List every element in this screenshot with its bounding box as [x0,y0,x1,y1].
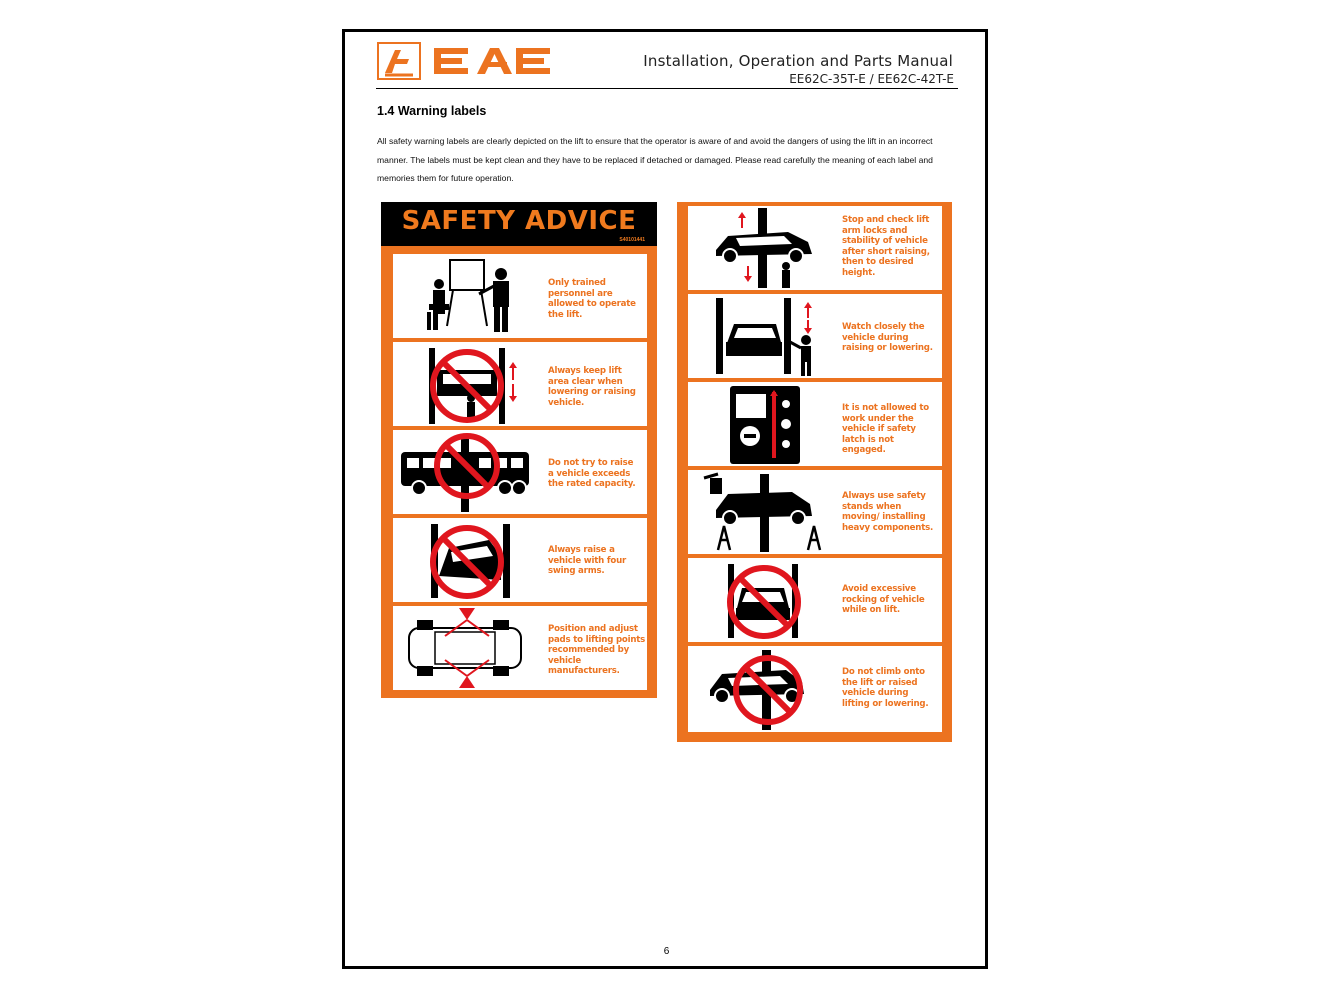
right-item-6-text: Do not climb onto the lift or raised vehicle during lifting or lowering. [842,667,929,709]
prohibited-rocking-icon [688,558,838,642]
safety-advice-banner [381,202,657,246]
left-item-5 [393,606,647,690]
manual-title: Installation, Operation and Parts Manual [643,52,953,70]
right-item-5 [688,558,942,642]
left-item-1 [393,254,647,338]
right-item-6 [688,646,942,732]
left-item-2 [393,342,647,426]
right-item-3-text: It is not allowed to work under the vehicle if safety latch is not engaged. [842,403,929,456]
prohibited-overload-bus-icon [393,430,543,514]
prohibited-person-under-lift-icon [393,342,543,426]
section-title: 1.4 Warning labels [377,104,487,118]
safety-stands-icon [688,470,838,554]
right-item-5-text: Avoid excessive rocking of vehicle while on lift. [842,584,925,616]
left-item-5-text: Position and adjust pads to lifting points recommended by vehicle manufacturers. [548,624,646,677]
eae-logo [377,42,552,80]
watch-vehicle-icon [688,294,838,378]
section-paragraph: All safety warning labels are clearly depicted on the lift to ensure that the operator is aware of and avoid the dangers of using the lift in an incorrect manner. The labels must be kept clean and they have to be replaced if detached or damaged. Please read carefully the meaning of each label and memories them for future operation. [377,136,933,184]
right-item-1-text: Stop and check lift arm locks and stability of vehicle after short raising, then to desired height. [842,215,930,278]
right-item-2 [688,294,942,378]
right-item-2-text: Watch closely the vehicle during raising or lowering. [842,322,933,354]
safety-latch-icon [688,382,838,466]
banner-code: S40101441 [619,237,645,243]
lift-pads-topview-icon [393,606,543,690]
left-item-3 [393,430,647,514]
header-divider [376,88,958,89]
banner-title: SAFETY ADVICE [401,206,637,236]
right-item-3 [688,382,942,466]
prohibited-tilted-car-icon [393,518,543,602]
left-item-2-text: Always keep lift area clear when lowering or raising vehicle. [548,366,636,408]
model-numbers: EE62C-35T-E / EE62C-42T-E [789,72,954,86]
left-item-3-text: Do not try to raise a vehicle exceeds the rated capacity. [548,458,636,490]
right-item-4-text: Always use safety stands when moving/ installing heavy components. [842,491,934,533]
left-item-1-text: Only trained personnel are allowed to operate the lift. [548,278,636,320]
page-number: 6 [663,946,670,957]
prohibited-climbing-icon [688,646,838,732]
right-item-4 [688,470,942,554]
right-item-1 [688,206,942,290]
trainer-presentation-icon [393,254,543,338]
left-item-4-text: Always raise a vehicle with four swing arms. [548,545,627,577]
car-raised-check-icon [688,206,838,290]
left-item-4 [393,518,647,602]
